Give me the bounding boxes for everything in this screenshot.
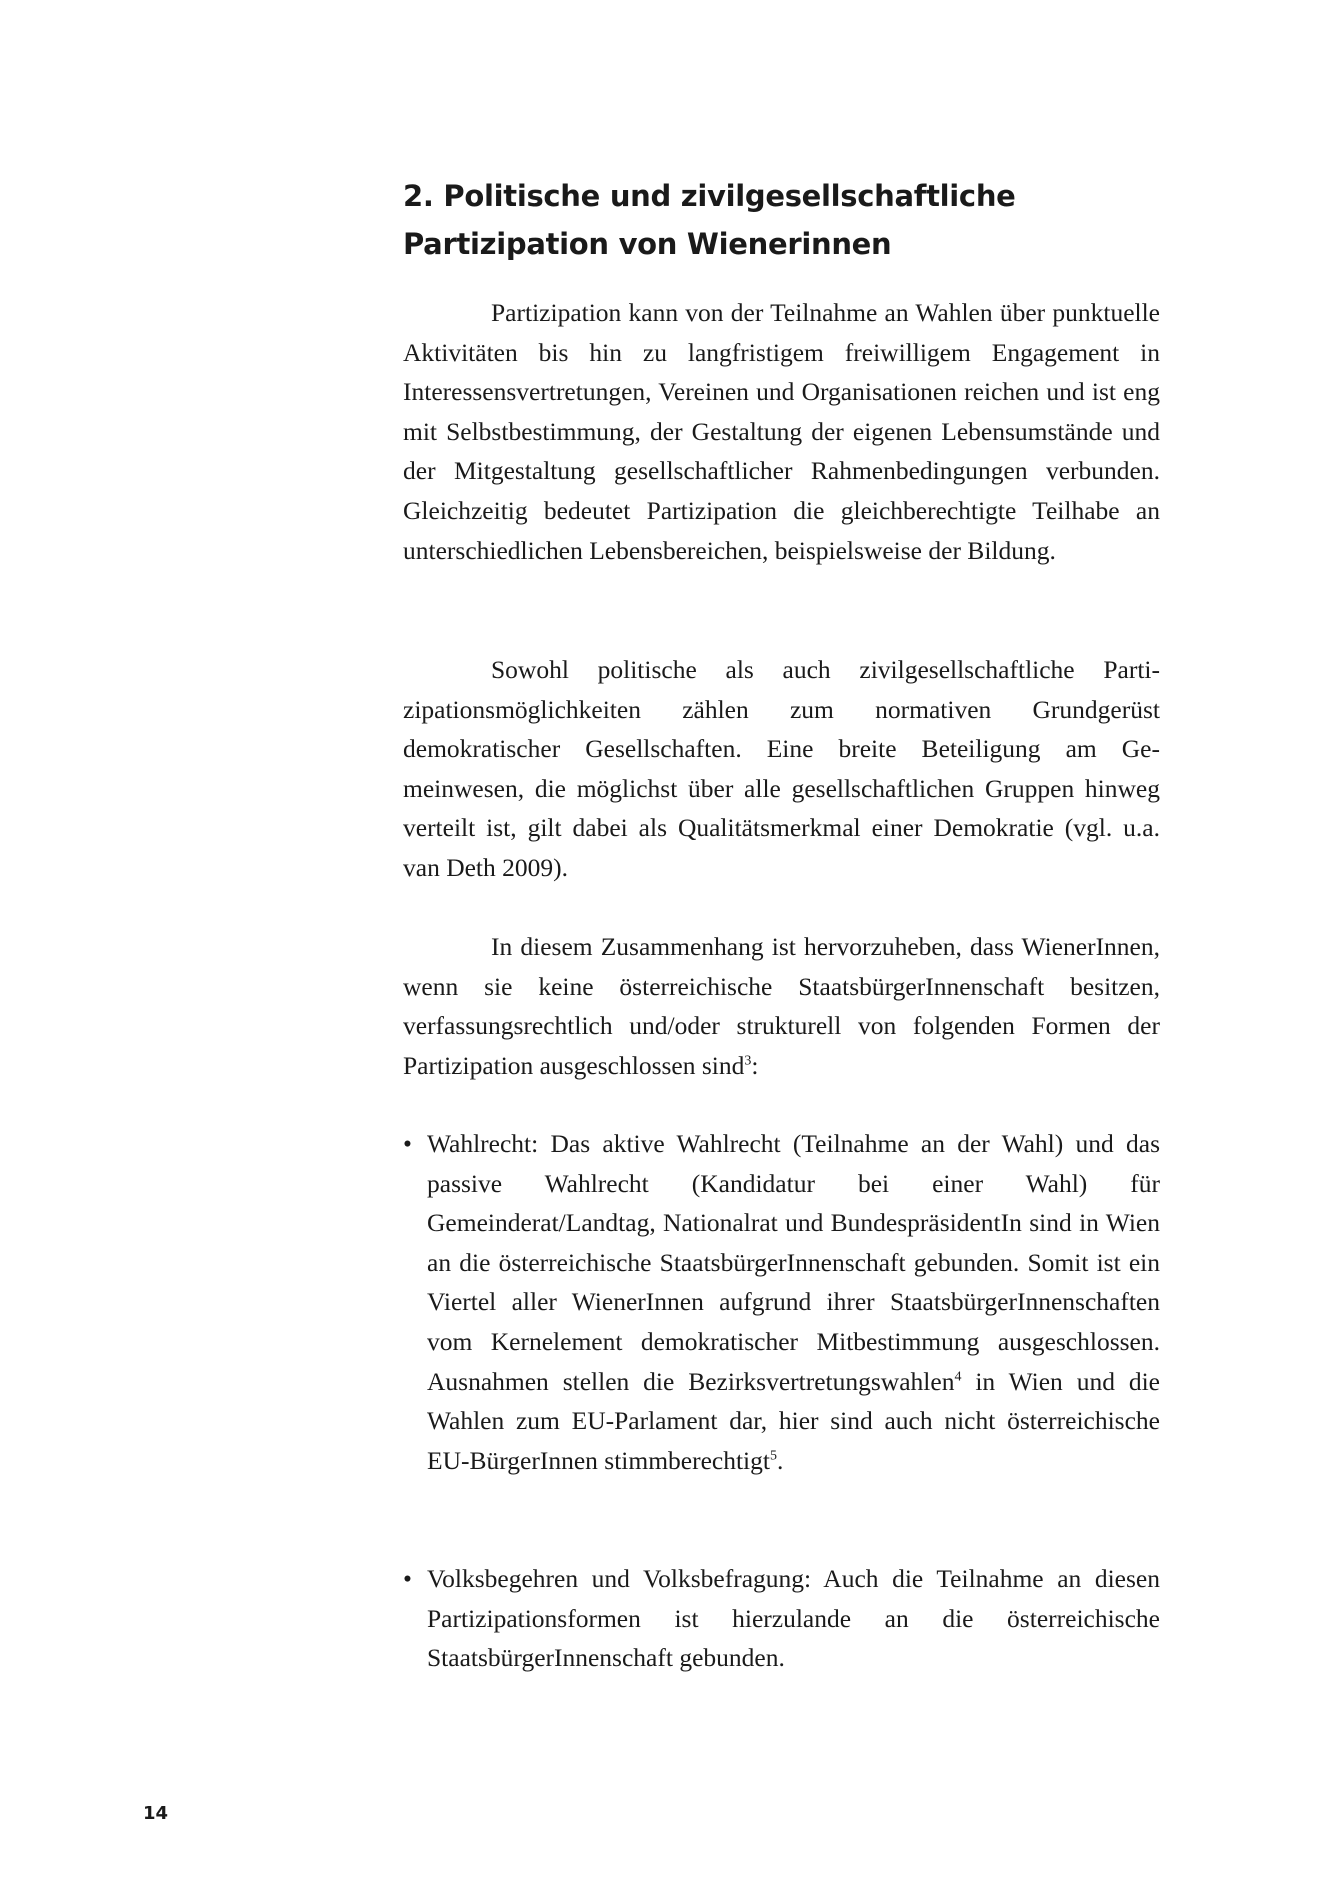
bullet-item-volksbegehren (403, 1559, 1160, 1678)
bullet-list-referendum (403, 1559, 1160, 1678)
bullet-item-wahlrecht-text-b: in Wien und die Wahlen zum EU-Parlament dar, hier sind auch nicht österreichische EU-BürgerInnen stimmberechtigt (427, 1366, 1160, 1475)
paragraph-democratic-framework: Sowohl politische als auch zivilgesellschaftliche Partizipationsmöglichkeiten zählen zum normativen Grundgerüst demokratischer Gesellschaften. Eine breite Beteiligung am Gemeinwesen, die möglichst über alle gesellschaftlichen Gruppen hinweg verteilt ist, gilt dabei als Qualitätsmerkmal einer Demokratie (vgl. u.a. van Deth 2009). (403, 655, 1160, 882)
paragraph-exclusion-intro (403, 927, 1160, 1085)
bullet-item-wahlrecht (403, 1124, 1160, 1480)
section-heading (403, 172, 1183, 268)
footnote-ref-4: 4 (954, 1369, 962, 1385)
bullet-marker: • (403, 1129, 412, 1158)
bullet-item-wahlrecht-text-c: . (776, 1445, 784, 1475)
footnote-ref-5: 5 (769, 1448, 777, 1464)
bullet-list-voting-rights (403, 1124, 1160, 1480)
footnote-ref-3: 3 (744, 1053, 752, 1069)
paragraph-exclusion-intro-text: In diesem Zusammenhang ist hervorzuheben, dass WienerInnen, wenn sie keine österreichische StaatsbürgerInnenschaft besitzen, verfassungsrechtlich und/oder strukturell von folgenden Formen der Partizipation ausgeschlossen sind (403, 932, 1160, 1080)
bullet-item-volksbegehren-text: Volksbegehren und Volksbefragung: Auch die Teilnahme an diesen Partizipationsformen ist hierzulande an die österreichische StaatsbürgerInnenschaft gebunden. (427, 1564, 1160, 1673)
bullet-marker: • (403, 1564, 412, 1593)
section-heading-line-1: 2. Politische und zivilgesellschaftliche (403, 179, 1016, 213)
paragraph-participation-definition: Partizipation kann von der Teilnahme an Wahlen über punktuelle Aktivitäten bis hin zu langfristigem freiwilligem Engagement in Interessensvertretungen, Vereinen und Organisationen reichen und ist eng mit Selbstbestimmung, der Gestaltung der eigenen Lebensumstände und der Mitgestaltung gesellschaftlicher Rahmenbedingungen verbunden. Gleichzeitig bedeutet Partizipation die gleichberechtigte Teilhabe an unterschiedlichen Lebensbereichen, beispielsweise der Bildung. (403, 298, 1160, 565)
bullet-item-wahlrecht-text-a: Wahlrecht: Das aktive Wahlrecht (Teilnahme an der Wahl) und das passive Wahlrecht (Kandidatur bei einer Wahl) für Gemeinderat/Landtag, Nationalrat und BundespräsidentIn sind in Wien an die österreichische StaatsbürgerInnenschaft gebunden. Somit ist ein Viertel aller WienerInnen aufgrund ihrer StaatsbürgerInnenschaften vom Kernelement demokratischer Mitbestimmung ausgeschlossen. Ausnahmen stellen die Bezirksvertretungswahlen (427, 1129, 1160, 1396)
section-heading-line-2: Partizipation von Wienerinnen (403, 227, 892, 261)
page-number: 14 (143, 1803, 169, 1824)
paragraph-exclusion-intro-end: : (751, 1050, 759, 1080)
